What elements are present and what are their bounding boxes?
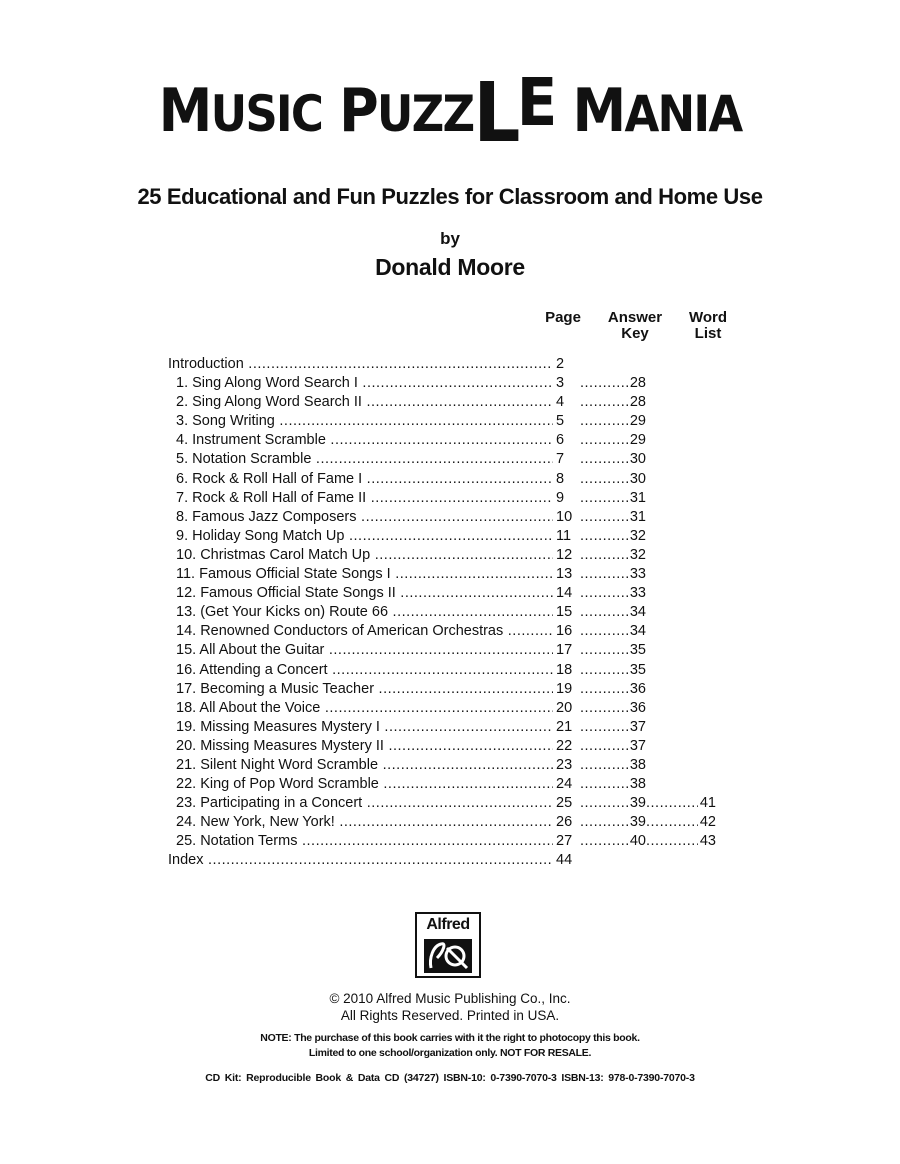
toc-row bbox=[168, 546, 728, 565]
toc-entry-number: 17. bbox=[176, 680, 197, 697]
toc-entry-answer-key bbox=[580, 756, 646, 775]
toc-entry-number: 8. bbox=[176, 508, 189, 525]
toc-entry-title bbox=[168, 737, 553, 756]
toc-entry-title bbox=[168, 641, 553, 660]
toc-entry-page: 19 bbox=[554, 680, 580, 699]
toc-entry-answer-key bbox=[580, 622, 646, 641]
toc-row bbox=[168, 450, 728, 469]
toc-entry-answer-key bbox=[580, 813, 646, 832]
answer-key-page: 37 bbox=[629, 718, 646, 735]
toc-row bbox=[168, 412, 728, 431]
toc-row bbox=[168, 699, 728, 718]
toc-entry-title bbox=[168, 393, 553, 412]
toc-row bbox=[168, 641, 728, 660]
toc-entry-text: All About the Voice bbox=[199, 699, 321, 716]
by-line: by bbox=[440, 229, 460, 248]
toc-entry-title bbox=[168, 565, 553, 584]
toc-entry-number: 2. bbox=[176, 394, 189, 411]
toc-entry-page: 26 bbox=[554, 813, 580, 832]
toc-row bbox=[168, 661, 728, 680]
toc-row bbox=[168, 813, 728, 832]
toc-entry-page: 44 bbox=[554, 851, 580, 870]
toc-row bbox=[168, 355, 728, 374]
toc-entry-title bbox=[168, 374, 553, 393]
column-header-page: Page bbox=[545, 309, 581, 326]
toc-row bbox=[168, 603, 728, 622]
toc-entry-title bbox=[168, 794, 553, 813]
toc-entry-page: 3 bbox=[554, 374, 580, 393]
toc-entry-text: Rock & Roll Hall of Fame II bbox=[192, 489, 367, 506]
toc-row bbox=[168, 565, 728, 584]
toc-entry-text: Instrument Scramble bbox=[192, 432, 326, 449]
toc-entry-answer-key bbox=[580, 794, 646, 813]
toc-entry-text: Participating in a Concert bbox=[200, 795, 363, 812]
toc-entry-answer-key bbox=[580, 661, 646, 680]
toc-row bbox=[168, 775, 728, 794]
answer-key-page: 34 bbox=[629, 623, 646, 640]
toc-entry-text: New York, New York! bbox=[200, 814, 335, 831]
toc-entry-title bbox=[168, 813, 553, 832]
toc-entry-text: Notation Scramble bbox=[192, 451, 312, 468]
toc-entry-page: 16 bbox=[554, 622, 580, 641]
toc-entry-text: Famous Official State Songs I bbox=[199, 566, 391, 583]
toc-entry-text: Sing Along Word Search I bbox=[192, 375, 358, 392]
toc-entry-page: 23 bbox=[554, 756, 580, 775]
toc-entry-text: Christmas Carol Match Up bbox=[200, 546, 371, 563]
toc-entry-title bbox=[168, 775, 553, 794]
answer-key-page: 39 bbox=[629, 795, 646, 812]
toc-entry-text: Famous Official State Songs II bbox=[200, 585, 396, 602]
note-line-2: Limited to one school/organization only. NOT FOR RESALE. bbox=[308, 1047, 592, 1059]
toc-entry-answer-key bbox=[580, 508, 646, 527]
toc-entry-number: 18. bbox=[176, 699, 197, 716]
alfred-logo-word: Alfred bbox=[426, 916, 470, 933]
toc-entry-number: 19. bbox=[176, 718, 197, 735]
toc-entry-text: King of Pop Word Scramble bbox=[200, 776, 379, 793]
toc-entry-answer-key bbox=[580, 584, 646, 603]
toc-entry-text: Introduction bbox=[168, 356, 244, 372]
toc-entry-title bbox=[168, 508, 553, 527]
toc-entry-number: 14. bbox=[176, 623, 197, 640]
toc-row bbox=[168, 508, 728, 527]
toc-entry-title bbox=[168, 431, 553, 450]
toc-entry-answer-key bbox=[580, 527, 646, 546]
toc-entry-page: 27 bbox=[554, 832, 580, 851]
toc-entry-title bbox=[168, 756, 553, 775]
toc-entry-number: 24. bbox=[176, 814, 197, 831]
toc-entry-title bbox=[168, 699, 553, 718]
author-name: Donald Moore bbox=[375, 254, 525, 280]
toc-entry-answer-key bbox=[580, 565, 646, 584]
toc-entry-title bbox=[168, 622, 553, 641]
subtitle: 25 Educational and Fun Puzzles for Classroom and Home Use bbox=[137, 184, 763, 209]
answer-key-page: 29 bbox=[629, 413, 646, 430]
answer-key-page: 33 bbox=[629, 566, 646, 583]
toc-entry-number: 15. bbox=[176, 642, 197, 659]
toc-entry-page: 10 bbox=[554, 508, 580, 527]
toc-entry-page: 22 bbox=[554, 737, 580, 756]
answer-key-page: 37 bbox=[629, 737, 646, 754]
toc-row bbox=[168, 489, 728, 508]
toc-entry-number: 23. bbox=[176, 795, 197, 812]
toc-entry-title bbox=[168, 546, 553, 565]
toc-entry-page: 12 bbox=[554, 546, 580, 565]
toc-row bbox=[168, 756, 728, 775]
answer-key-page: 31 bbox=[629, 489, 646, 506]
answer-key-page: 35 bbox=[629, 661, 646, 678]
column-header-word-list: Word List bbox=[688, 309, 728, 342]
toc-entry-page: 14 bbox=[554, 584, 580, 603]
toc-entry-page: 17 bbox=[554, 641, 580, 660]
toc-entry-title bbox=[168, 603, 553, 622]
word-list-page: 41 bbox=[699, 795, 716, 812]
answer-key-page: 38 bbox=[629, 756, 646, 773]
answer-key-page: 38 bbox=[629, 776, 646, 793]
toc-entry-text: Renowned Conductors of American Orchestras bbox=[200, 623, 504, 640]
toc-entry-title bbox=[168, 661, 553, 680]
toc-entry-text: Missing Measures Mystery I bbox=[200, 718, 380, 735]
table-of-contents bbox=[168, 355, 728, 871]
toc-entry-answer-key bbox=[580, 680, 646, 699]
toc-entry-number: 22. bbox=[176, 776, 197, 793]
toc-entry-number: 4. bbox=[176, 432, 189, 449]
toc-entry-number: 10. bbox=[176, 546, 197, 563]
toc-entry-number: 3. bbox=[176, 413, 189, 430]
book-title: MUSIC PUZZLE MANIA bbox=[158, 64, 742, 161]
toc-entry-word-list bbox=[646, 832, 716, 851]
note-line-1: NOTE: The purchase of this book carries with it the right to photocopy this book. bbox=[260, 1032, 640, 1044]
answer-key-page: 28 bbox=[629, 394, 646, 411]
toc-entry-title bbox=[168, 584, 553, 603]
toc-entry-answer-key bbox=[580, 641, 646, 660]
word-list-page: 42 bbox=[699, 814, 716, 831]
word-list-page: 43 bbox=[699, 833, 716, 850]
answer-key-page: 29 bbox=[629, 432, 646, 449]
toc-row bbox=[168, 584, 728, 603]
answer-key-page: 33 bbox=[629, 585, 646, 602]
toc-entry-title bbox=[168, 832, 553, 851]
toc-row bbox=[168, 718, 728, 737]
toc-entry-page: 18 bbox=[554, 661, 580, 680]
toc-entry-title bbox=[168, 718, 553, 737]
toc-entry-title bbox=[168, 355, 553, 374]
toc-entry-text: All About the Guitar bbox=[199, 642, 325, 659]
toc-row bbox=[168, 851, 728, 870]
answer-key-page: 28 bbox=[629, 375, 646, 392]
rights-line: All Rights Reserved. Printed in USA. bbox=[340, 1008, 560, 1023]
toc-entry-page: 21 bbox=[554, 718, 580, 737]
toc-entry-answer-key bbox=[580, 737, 646, 756]
toc-entry-word-list bbox=[646, 813, 716, 832]
alfred-logo bbox=[415, 912, 481, 978]
toc-row bbox=[168, 431, 728, 450]
toc-row bbox=[168, 470, 728, 489]
toc-entry-number: 20. bbox=[176, 737, 197, 754]
toc-entry-page: 4 bbox=[554, 393, 580, 412]
isbn-line: CD Kit: Reproducible Book & Data CD (34727) ISBN-10: 0-7390-7070-3 ISBN-13: 978-0-7390-7070-3 bbox=[205, 1072, 695, 1084]
toc-row bbox=[168, 393, 728, 412]
toc-row bbox=[168, 374, 728, 393]
toc-entry-text: Becoming a Music Teacher bbox=[200, 680, 375, 697]
toc-entry-page: 6 bbox=[554, 431, 580, 450]
toc-entry-text: (Get Your Kicks on) Route 66 bbox=[200, 604, 389, 621]
toc-row bbox=[168, 527, 728, 546]
toc-entry-page: 8 bbox=[554, 470, 580, 489]
answer-key-page: 36 bbox=[629, 699, 646, 716]
toc-entry-answer-key bbox=[580, 603, 646, 622]
toc-entry-answer-key bbox=[580, 393, 646, 412]
toc-entry-answer-key bbox=[580, 546, 646, 565]
toc-entry-page: 2 bbox=[554, 355, 580, 374]
toc-entry-text: Song Writing bbox=[192, 413, 275, 430]
toc-entry-number: 7. bbox=[176, 489, 189, 506]
toc-entry-text: Index bbox=[168, 852, 204, 869]
toc-entry-page: 25 bbox=[554, 794, 580, 813]
toc-row bbox=[168, 680, 728, 699]
toc-entry-title bbox=[168, 450, 553, 469]
toc-entry-number: 25. bbox=[176, 833, 197, 850]
toc-entry-answer-key bbox=[580, 431, 646, 450]
toc-entry-number: 9. bbox=[176, 527, 189, 544]
toc-entry-number: 21. bbox=[176, 756, 197, 773]
toc-entry-number: 1. bbox=[176, 375, 189, 392]
answer-key-page: 31 bbox=[629, 508, 646, 525]
answer-key-page: 34 bbox=[629, 604, 646, 621]
toc-entry-title bbox=[168, 851, 553, 870]
toc-entry-answer-key bbox=[580, 470, 646, 489]
answer-key-page: 32 bbox=[629, 546, 646, 563]
toc-entry-answer-key bbox=[580, 450, 646, 469]
toc-entry-number: 5. bbox=[176, 451, 189, 468]
toc-entry-title bbox=[168, 527, 553, 546]
toc-entry-title bbox=[168, 470, 553, 489]
column-header-answer-key: Answer Key bbox=[607, 309, 663, 342]
music-clef-icon bbox=[423, 938, 473, 974]
copyright bbox=[0, 990, 900, 1024]
toc-entry-answer-key bbox=[580, 699, 646, 718]
toc-entry-text: Holiday Song Match Up bbox=[192, 527, 345, 544]
toc-entry-number: 6. bbox=[176, 470, 189, 487]
answer-key-page: 36 bbox=[629, 680, 646, 697]
toc-entry-text: Notation Terms bbox=[200, 833, 298, 850]
toc-entry-page: 11 bbox=[554, 527, 580, 546]
photocopy-note bbox=[0, 1031, 900, 1061]
answer-key-page: 30 bbox=[629, 451, 646, 468]
toc-entry-text: Missing Measures Mystery II bbox=[200, 737, 384, 754]
toc-entry-answer-key bbox=[580, 775, 646, 794]
toc-entry-page: 13 bbox=[554, 565, 580, 584]
toc-entry-word-list bbox=[646, 794, 716, 813]
toc-row bbox=[168, 794, 728, 813]
toc-entry-page: 24 bbox=[554, 775, 580, 794]
toc-entry-page: 9 bbox=[554, 489, 580, 508]
answer-key-page: 39 bbox=[629, 814, 646, 831]
toc-entry-number: 11. bbox=[176, 566, 196, 583]
toc-row bbox=[168, 622, 728, 641]
toc-entry-number: 13. bbox=[176, 604, 197, 621]
toc-row bbox=[168, 737, 728, 756]
answer-key-page: 40 bbox=[629, 833, 646, 850]
toc-entry-title bbox=[168, 489, 553, 508]
toc-entry-text: Attending a Concert bbox=[199, 661, 328, 678]
toc-row bbox=[168, 832, 728, 851]
toc-entry-number: 12. bbox=[176, 585, 197, 602]
toc-entry-page: 5 bbox=[554, 412, 580, 431]
toc-entry-title bbox=[168, 412, 553, 431]
answer-key-page: 32 bbox=[629, 527, 646, 544]
toc-entry-number: 16. bbox=[176, 661, 197, 678]
toc-entry-text: Sing Along Word Search II bbox=[192, 394, 362, 411]
copyright-line: © 2010 Alfred Music Publishing Co., Inc. bbox=[329, 991, 571, 1006]
answer-key-page: 35 bbox=[629, 642, 646, 659]
toc-entry-text: Famous Jazz Composers bbox=[192, 508, 357, 525]
toc-entry-page: 15 bbox=[554, 603, 580, 622]
toc-entry-answer-key bbox=[580, 412, 646, 431]
toc-entry-answer-key bbox=[580, 489, 646, 508]
toc-entry-page: 20 bbox=[554, 699, 580, 718]
toc-entry-page: 7 bbox=[554, 450, 580, 469]
toc-entry-answer-key bbox=[580, 832, 646, 851]
toc-entry-answer-key bbox=[580, 374, 646, 393]
answer-key-page: 30 bbox=[629, 470, 646, 487]
toc-entry-title bbox=[168, 680, 553, 699]
toc-entry-answer-key bbox=[580, 718, 646, 737]
toc-entry-text: Rock & Roll Hall of Fame I bbox=[192, 470, 363, 487]
toc-entry-text: Silent Night Word Scramble bbox=[200, 756, 379, 773]
